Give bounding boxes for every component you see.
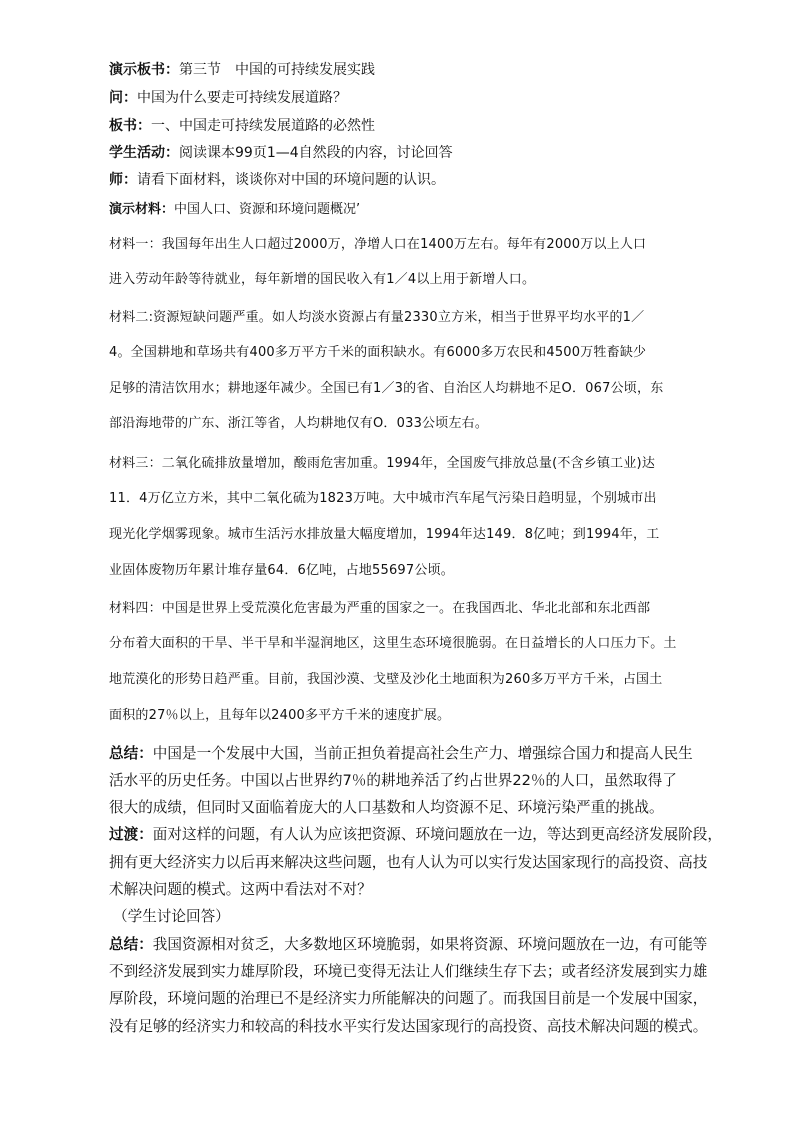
teacher-text: 请看下面材料，谈谈你对中国的环境问题的认识。: [137, 172, 445, 188]
material-2-line: 材料二:资源短缺问题严重。如人均淡水资源占有量2330立方米，相当于世界平均水平的1／: [109, 310, 645, 325]
material-intro-label: 演示材料：: [109, 202, 175, 217]
conclusion-line: 不到经济发展到实力雄厚阶段，环境已变得无法让人们继续生存下去；或者经济发展到实力雄: [109, 963, 708, 980]
transition-line: 术解决问题的模式。这两中看法对不对？: [109, 881, 372, 898]
material-4-line: 分布着大面积的干旱、半干旱和半湿润地区，这里生态环境很脆弱。在日益增长的人口压力下。土: [109, 636, 677, 651]
transition-text: 面对这样的问题，有人认为应该把资源、环境问题放在一边，等达到更高经济发展阶段，: [152, 826, 722, 843]
conclusion-line: 没有足够的经济实力和较高的科技水平实行发达国家现行的高投资、高技术解决问题的模式。: [109, 1018, 708, 1035]
board-text: 一、中国走可持续发展道路的必然性: [151, 118, 375, 134]
board-line: [109, 116, 375, 136]
material-3-line: 业固体废物历年累计堆存量64．6亿吨，占地55697公顷。: [109, 563, 454, 578]
conclusion-line: 厚阶段，环境问题的治理已不是经济实力所能解决的问题了。而我国目前是一个发展中国家，: [109, 990, 708, 1007]
conclusion-label: 总结：: [109, 936, 153, 953]
activity-text: 阅读课本99页1—4自然段的内容，讨论回答: [179, 145, 453, 161]
material-4-line: 地荒漠化的形势日趋严重。目前，我国沙漠、戈壁及沙化土地面积为260多万平方千米，占国土: [109, 672, 663, 687]
summary-line: 活水平的历史任务。中国以占世界约7％的耕地养活了约占世界22％的人口，虽然取得了: [109, 772, 677, 789]
teacher-line: [109, 170, 445, 190]
teacher-label: 师：: [109, 172, 137, 188]
conclusion-line: [109, 935, 707, 955]
activity-line: [109, 143, 453, 163]
material-2-line: 部沿海地带的广东、浙江等省，人均耕地仅有O．033公顷左右。: [109, 416, 489, 431]
material-3-line: 现光化学烟雾现象。城市生活污水排放量大幅度增加，1994年达149．8亿吨；到1994年，工: [109, 527, 660, 542]
transition-line: [109, 825, 722, 845]
question-text: 中国为什么要走可持续发展道路？: [137, 90, 347, 106]
summary-text: 中国是一个发展中大国，当前正担负着提高社会生产力、增强综合国力和提高人民生: [152, 745, 693, 762]
material-3-line: 11．4万亿立方米，其中二氧化硫为1823万吨。大中城市汽车尾气污染日趋明显，个别城市出: [109, 491, 657, 506]
material-3-line: 材料三：二氧化硫排放量增加，酸雨危害加重。1994年，全国废气排放总量(不含乡镇工业)达: [109, 456, 656, 471]
board-label: 板书：: [109, 118, 151, 134]
material-2-line: 足够的清洁饮用水；耕地逐年减少。全国已有1／3的省、自治区人均耕地不足O．067公顷，东: [109, 381, 664, 396]
transition-line: 拥有更大经济实力以后再来解决这些问题，也有人认为可以实行发达国家现行的高投资、高技: [109, 854, 708, 871]
discussion-note: （学生讨论回答）: [113, 908, 230, 925]
heading-label: 演示板书：: [109, 62, 179, 78]
heading-line: [109, 60, 375, 80]
transition-label: 过渡：: [109, 826, 153, 843]
conclusion-text: 我国资源相对贫乏，大多数地区环境脆弱，如果将资源、环境问题放在一边，有可能等: [152, 936, 708, 953]
summary-line: [109, 744, 693, 764]
question-line: [109, 88, 347, 108]
material-intro-text: 中国人口、资源和环境问题概况’: [174, 202, 361, 217]
material-4-line: 面积的27％以上，且每年以2400多平方千米的速度扩展。: [109, 708, 451, 723]
question-label: 问：: [109, 90, 137, 106]
material-1-line: 材料一：我国每年出生人口超过2000万，净增人口在1400万左右。每年有2000万以上人口: [109, 237, 647, 252]
summary-line: 很大的成绩，但同时又面临着庞大的人口基数和人均资源不足、环境污染严重的挑战。: [109, 799, 664, 816]
material-intro-line: [109, 200, 360, 220]
material-1-line: 进入劳动年龄等待就业，每年新增的国民收入有1／4以上用于新增人口。: [109, 272, 536, 287]
activity-label: 学生活动：: [109, 145, 179, 161]
heading-text: 第三节 中国的可持续发展实践: [179, 62, 375, 78]
summary-label: 总结：: [109, 745, 153, 762]
material-2-line: 4。全国耕地和草场共有400多万平方千米的面积缺水。有6000多万农民和4500万牲畜缺少: [109, 345, 647, 360]
material-4-line: 材料四：中国是世界上受荒漠化危害最为严重的国家之一。在我国西北、华北北部和东北西部: [109, 601, 651, 616]
